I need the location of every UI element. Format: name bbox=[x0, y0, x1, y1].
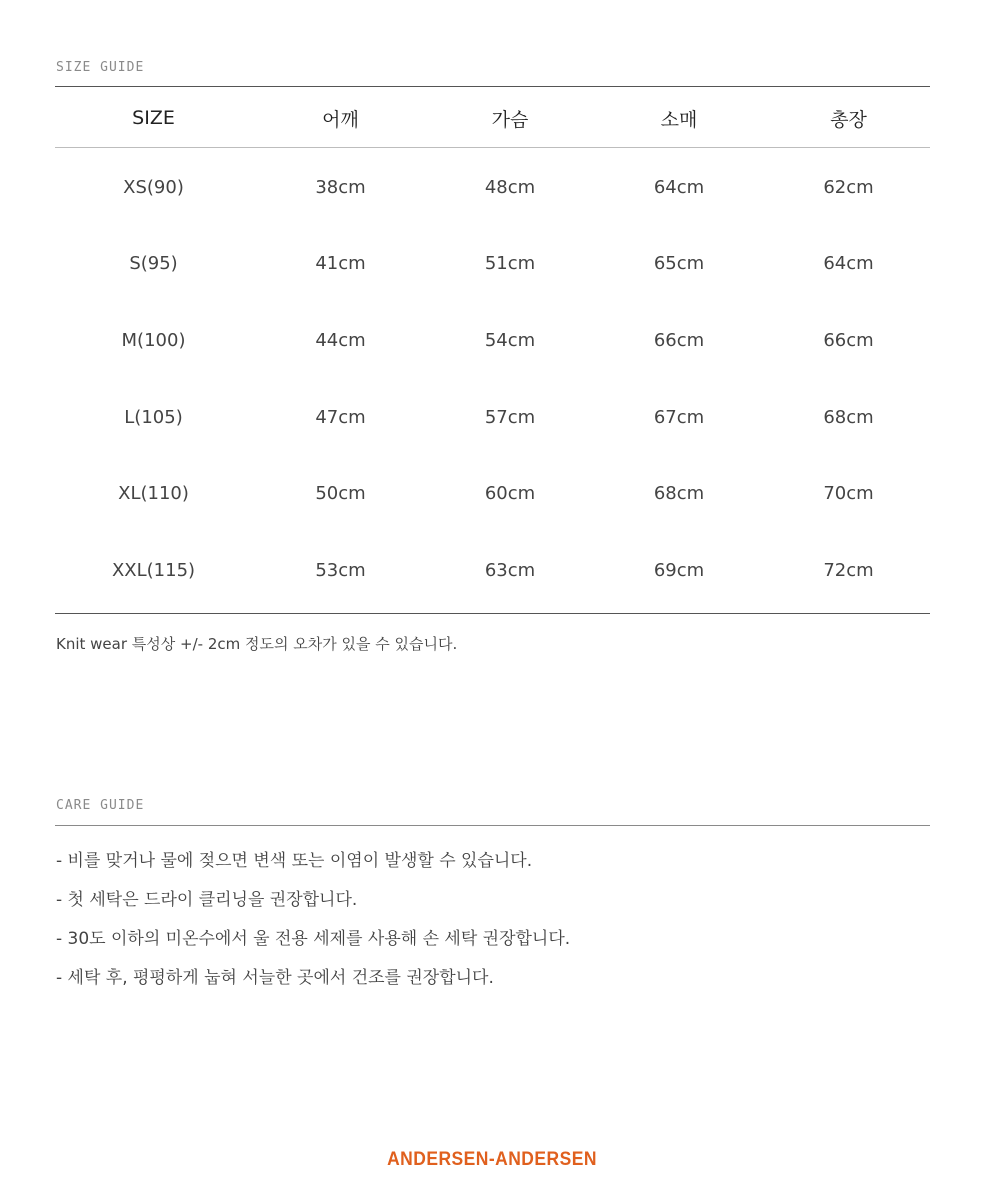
list-item: - 비를 맞거나 물에 젖으면 변색 또는 이염이 발생할 수 있습니다. bbox=[56, 851, 533, 871]
shoulder-cell: 47cm bbox=[315, 406, 366, 428]
size-tolerance-note: Knit wear 특성상 +/- 2cm 정도의 오차가 있을 수 있습니다. bbox=[56, 635, 458, 653]
list-item: - 30도 이하의 미온수에서 울 전용 세제를 사용해 손 세탁 권장합니다. bbox=[56, 929, 571, 949]
length-cell: 62cm bbox=[823, 176, 874, 198]
chest-cell: 63cm bbox=[484, 559, 536, 581]
size-table bbox=[55, 88, 930, 148]
length-cell: 64cm bbox=[823, 253, 874, 275]
size-cell: XXL(115) bbox=[111, 559, 196, 581]
size-guide-top-divider bbox=[55, 86, 930, 87]
sleeve-cell: 66cm bbox=[653, 329, 705, 351]
chest-cell: 51cm bbox=[484, 253, 536, 275]
table-row bbox=[55, 226, 930, 303]
length-cell: 72cm bbox=[823, 559, 874, 581]
length-cell: 70cm bbox=[823, 483, 874, 505]
shoulder-cell: 50cm bbox=[315, 483, 366, 505]
size-cell: S(95) bbox=[129, 253, 178, 275]
chest-cell: 57cm bbox=[484, 406, 536, 428]
chest-cell: 48cm bbox=[484, 176, 536, 198]
size-table-header bbox=[55, 88, 930, 148]
sleeve-cell: 69cm bbox=[653, 559, 705, 581]
shoulder-cell: 44cm bbox=[315, 329, 366, 351]
table-row bbox=[55, 149, 930, 226]
size-cell: XS(90) bbox=[123, 176, 184, 198]
size-guide-label: SIZE GUIDE bbox=[56, 60, 145, 75]
size-table-header-divider bbox=[55, 147, 930, 148]
header-size: SIZE bbox=[132, 107, 175, 129]
length-cell: 66cm bbox=[823, 329, 874, 351]
chest-cell: 54cm bbox=[484, 329, 536, 351]
header-length: 총장 bbox=[830, 108, 867, 131]
list-item: - 세탁 후, 평평하게 눕혀 서늘한 곳에서 건조를 권장합니다. bbox=[56, 968, 494, 988]
sleeve-cell: 64cm bbox=[653, 176, 705, 198]
shoulder-cell: 41cm bbox=[315, 253, 366, 275]
brand-logo-text: ANDERSEN-ANDERSEN bbox=[387, 1149, 597, 1170]
size-cell: M(100) bbox=[121, 329, 186, 351]
table-row bbox=[55, 532, 930, 609]
table-row bbox=[55, 302, 930, 379]
sleeve-cell: 68cm bbox=[653, 483, 705, 505]
table-row bbox=[55, 455, 930, 532]
size-table-body bbox=[55, 149, 930, 609]
sleeve-cell: 65cm bbox=[653, 253, 705, 275]
sleeve-cell: 67cm bbox=[653, 406, 705, 428]
care-guide-label: CARE GUIDE bbox=[56, 798, 145, 813]
shoulder-cell: 38cm bbox=[315, 176, 366, 198]
header-chest: 가슴 bbox=[491, 108, 529, 131]
header-shoulder: 어깨 bbox=[322, 108, 359, 131]
table-row bbox=[55, 379, 930, 456]
length-cell: 68cm bbox=[823, 406, 874, 428]
care-instructions-list bbox=[56, 843, 570, 999]
shoulder-cell: 53cm bbox=[315, 559, 366, 581]
care-guide-divider bbox=[55, 825, 930, 826]
size-cell: XL(110) bbox=[118, 483, 189, 505]
header-sleeve: 소매 bbox=[660, 108, 698, 131]
size-table-bottom-divider bbox=[55, 613, 930, 614]
chest-cell: 60cm bbox=[484, 483, 536, 505]
list-item: - 첫 세탁은 드라이 클리닝을 권장합니다. bbox=[56, 890, 358, 910]
size-cell: L(105) bbox=[124, 406, 183, 428]
